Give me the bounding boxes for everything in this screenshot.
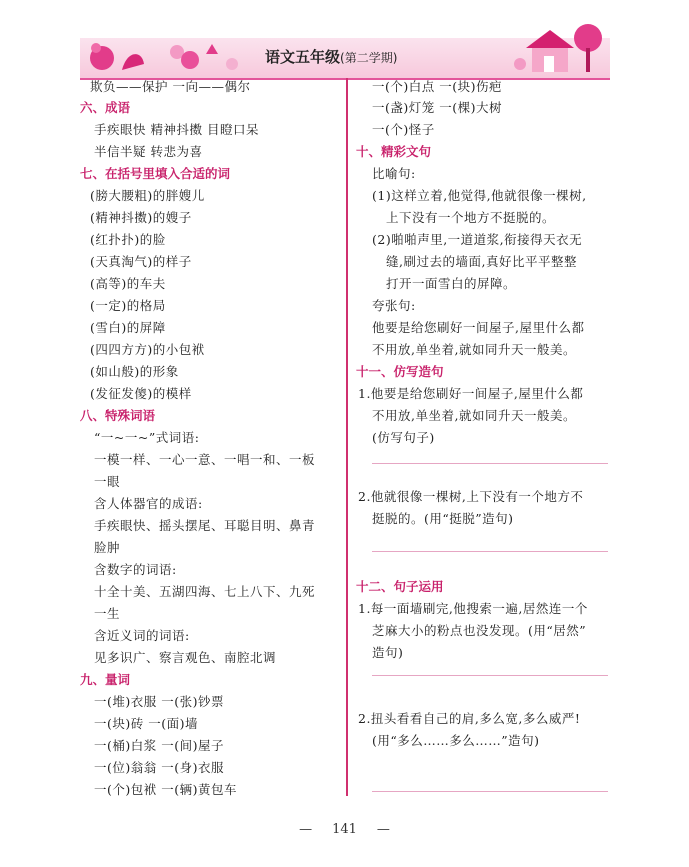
text-line: 一(个)包袱 一(辆)黄包车 bbox=[94, 782, 237, 797]
text-line: (如山般)的形象 bbox=[90, 364, 179, 379]
text-line: 2.他就很像一棵树,上下没有一个地方不 bbox=[358, 489, 584, 504]
text-line: (膀大腰粗)的胖嫂儿 bbox=[90, 188, 205, 203]
page-header-title bbox=[265, 46, 397, 67]
section-heading: 十、精彩文句 bbox=[356, 144, 432, 159]
section-heading: 十一、仿写造句 bbox=[356, 364, 444, 379]
text-line: 一(个)白点 一(块)伤疤 bbox=[372, 79, 502, 94]
text-line: (发征发傻)的模样 bbox=[90, 386, 192, 401]
dash-left: — bbox=[299, 822, 313, 837]
text-line: 比喻句: bbox=[372, 166, 416, 181]
section-heading: 七、在括号里填入合适的词 bbox=[80, 166, 231, 181]
column-divider bbox=[346, 78, 348, 796]
section-heading: 九、量词 bbox=[80, 672, 131, 687]
text-line: “一~一~”式词语: bbox=[94, 430, 200, 445]
text-line: 缝,刷过去的墙面,真好比平平整整 bbox=[386, 254, 577, 269]
semester-label: (第二学期) bbox=[340, 51, 398, 65]
section-heading: 六、成语 bbox=[80, 100, 131, 115]
text-line: 见多识广、察言观色、南腔北调 bbox=[94, 650, 277, 665]
text-line: 手疾眼快 精神抖擞 目瞪口呆 bbox=[94, 122, 259, 137]
text-line: (2)啪啪声里,一道道浆,衔接得天衣无 bbox=[372, 232, 583, 247]
text-line: 十全十美、五湖四海、七上八下、九死 bbox=[94, 584, 316, 599]
text-line: (精神抖擞)的嫂子 bbox=[90, 210, 192, 225]
house-decoration-right bbox=[512, 18, 610, 78]
text-line: 打开一面雪白的屏障。 bbox=[386, 276, 517, 291]
text-line: (红扑扑)的脸 bbox=[90, 232, 166, 247]
text-line: 上下没有一个地方不挺脱的。 bbox=[386, 210, 556, 225]
text-line: 脸肿 bbox=[94, 540, 121, 555]
text-line: 一眼 bbox=[94, 474, 121, 489]
book-title: 语文五年级 bbox=[265, 48, 341, 66]
text-line: 一(盏)灯笼 一(棵)大树 bbox=[372, 100, 502, 115]
text-line: 一(桶)白浆 一(间)屋子 bbox=[94, 738, 224, 753]
answer-line bbox=[372, 463, 608, 464]
section-heading: 八、特殊词语 bbox=[80, 408, 156, 423]
flower-decoration-left bbox=[82, 30, 252, 80]
text-line: 一(位)翁翁 一(身)衣服 bbox=[94, 760, 224, 775]
page-number: 141 bbox=[332, 822, 357, 837]
text-line: (天真淘气)的样子 bbox=[90, 254, 192, 269]
text-line: 1.他要是给您刷好一间屋子,屋里什么都 bbox=[358, 386, 584, 401]
text-line: 芝麻大小的粉点也没发现。(用“居然” bbox=[372, 623, 587, 638]
text-line: 一(个)怪子 bbox=[372, 122, 435, 137]
text-line: 含近义词的词语: bbox=[94, 628, 190, 643]
text-line: (仿写句子) bbox=[372, 430, 435, 445]
answer-line bbox=[372, 791, 608, 792]
text-line: (1)这样立着,他觉得,他就很像一棵树, bbox=[372, 188, 587, 203]
text-line: (用“多么……多么……”造句) bbox=[372, 733, 540, 748]
page-footer bbox=[0, 822, 689, 837]
text-line: 一模一样、一心一意、一唱一和、一板 bbox=[94, 452, 316, 467]
text-line: 半信半疑 转悲为喜 bbox=[94, 144, 203, 159]
answer-line bbox=[372, 675, 608, 676]
text-line: (雪白)的屏障 bbox=[90, 320, 166, 335]
text-line: (一定)的格局 bbox=[90, 298, 166, 313]
text-line: 不用放,单坐着,就如同升天一般美。 bbox=[372, 408, 576, 423]
text-line: 一(块)砖 一(面)墙 bbox=[94, 716, 198, 731]
text-line: 欺负——保护 一向——偶尔 bbox=[90, 79, 251, 94]
answer-line bbox=[372, 551, 608, 552]
text-line: 手疾眼快、摇头摆尾、耳聪目明、鼻青 bbox=[94, 518, 316, 533]
text-line: 1.每一面墙刷完,他搜索一遍,居然连一个 bbox=[358, 601, 588, 616]
text-line: 2.扭头看看自己的肩,多么宽,多么威严! bbox=[358, 711, 581, 726]
text-line: 含人体器官的成语: bbox=[94, 496, 203, 511]
text-line: 一(堆)衣服 一(张)钞票 bbox=[94, 694, 224, 709]
section-heading: 十二、句子运用 bbox=[356, 579, 444, 594]
text-line: 造句) bbox=[372, 645, 404, 660]
text-line: (四四方方)的小包袱 bbox=[90, 342, 205, 357]
text-line: 不用放,单坐着,就如同升天一般美。 bbox=[372, 342, 576, 357]
text-line: 含数字的词语: bbox=[94, 562, 177, 577]
dash-right: — bbox=[376, 822, 390, 837]
text-line: (高等)的车夫 bbox=[90, 276, 166, 291]
text-line: 一生 bbox=[94, 606, 121, 621]
text-line: 他要是给您刷好一间屋子,屋里什么都 bbox=[372, 320, 585, 335]
text-line: 夸张句: bbox=[372, 298, 416, 313]
text-line: 挺脱的。(用“挺脱”造句) bbox=[372, 511, 514, 526]
